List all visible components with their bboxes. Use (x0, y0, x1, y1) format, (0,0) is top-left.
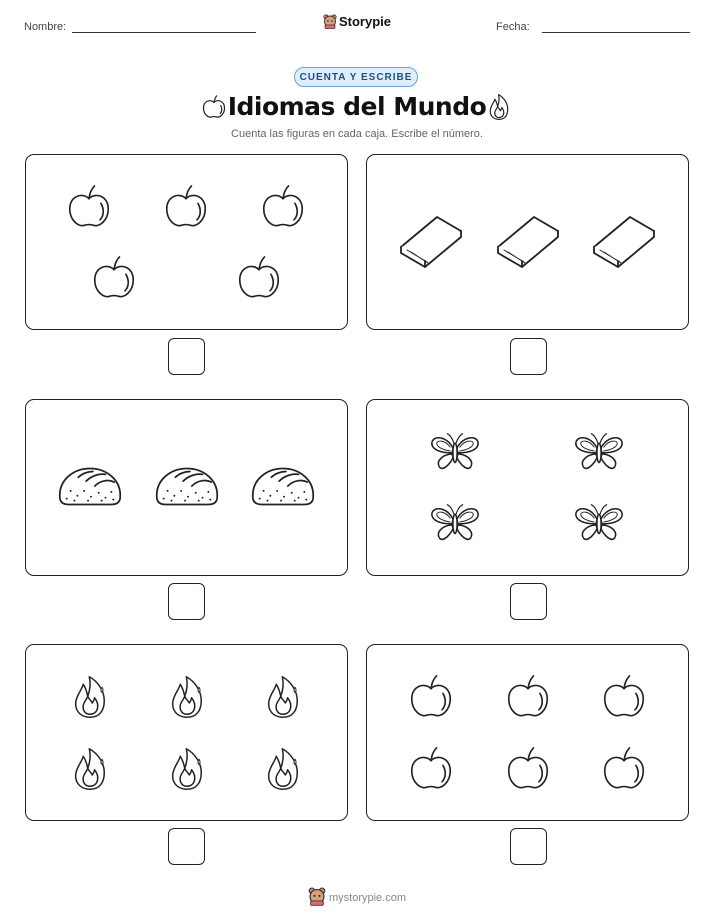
answer-box-1[interactable] (168, 338, 205, 375)
apple-icon (237, 255, 281, 306)
answer-box-5[interactable] (168, 828, 205, 865)
book-icon (494, 213, 562, 276)
answer-box-4[interactable] (510, 583, 547, 620)
butterfly-icon (574, 431, 624, 476)
apple-icon (602, 746, 646, 797)
bear-icon (308, 887, 326, 906)
butterfly-icon (574, 502, 624, 547)
count-box-1 (25, 154, 348, 330)
page-title: Idiomas del Mundo (227, 92, 487, 121)
apple-icon (409, 746, 453, 797)
apple-icon (92, 255, 136, 306)
fire-icon (72, 746, 108, 797)
bread-icon (57, 465, 123, 514)
bread-icon (154, 465, 220, 514)
fire-icon (169, 674, 205, 725)
butterfly-icon (430, 431, 480, 476)
name-field[interactable] (72, 32, 256, 33)
answer-box-6[interactable] (510, 828, 547, 865)
instructions: Cuenta las figuras en cada caja. Escribe el número. (231, 128, 483, 140)
apple-icon (261, 184, 305, 235)
answer-box-3[interactable] (168, 583, 205, 620)
butterfly-icon (430, 502, 480, 547)
fire-icon (488, 93, 510, 126)
answer-box-2[interactable] (510, 338, 547, 375)
fire-icon (72, 674, 108, 725)
bear-icon (323, 14, 337, 29)
footer (0, 887, 714, 906)
apple-icon (506, 746, 550, 797)
apple-icon (602, 674, 646, 725)
name-label: Nombre: (24, 21, 67, 33)
book-icon (590, 213, 658, 276)
count-box-4 (366, 399, 689, 576)
fire-icon (169, 746, 205, 797)
footer-url: mystorypie.com (328, 892, 407, 904)
apple-icon (409, 674, 453, 725)
brand-logo (0, 14, 714, 29)
date-label: Fecha: (496, 21, 530, 33)
apple-icon (506, 674, 550, 725)
date-field[interactable] (542, 32, 690, 33)
apple-icon (67, 184, 111, 235)
fire-icon (265, 674, 301, 725)
book-icon (397, 213, 465, 276)
bread-icon (250, 465, 316, 514)
activity-badge: CUENTA Y ESCRIBE (294, 67, 418, 87)
fire-icon (265, 746, 301, 797)
apple-icon (164, 184, 208, 235)
brand-name: Storypie (338, 14, 391, 29)
